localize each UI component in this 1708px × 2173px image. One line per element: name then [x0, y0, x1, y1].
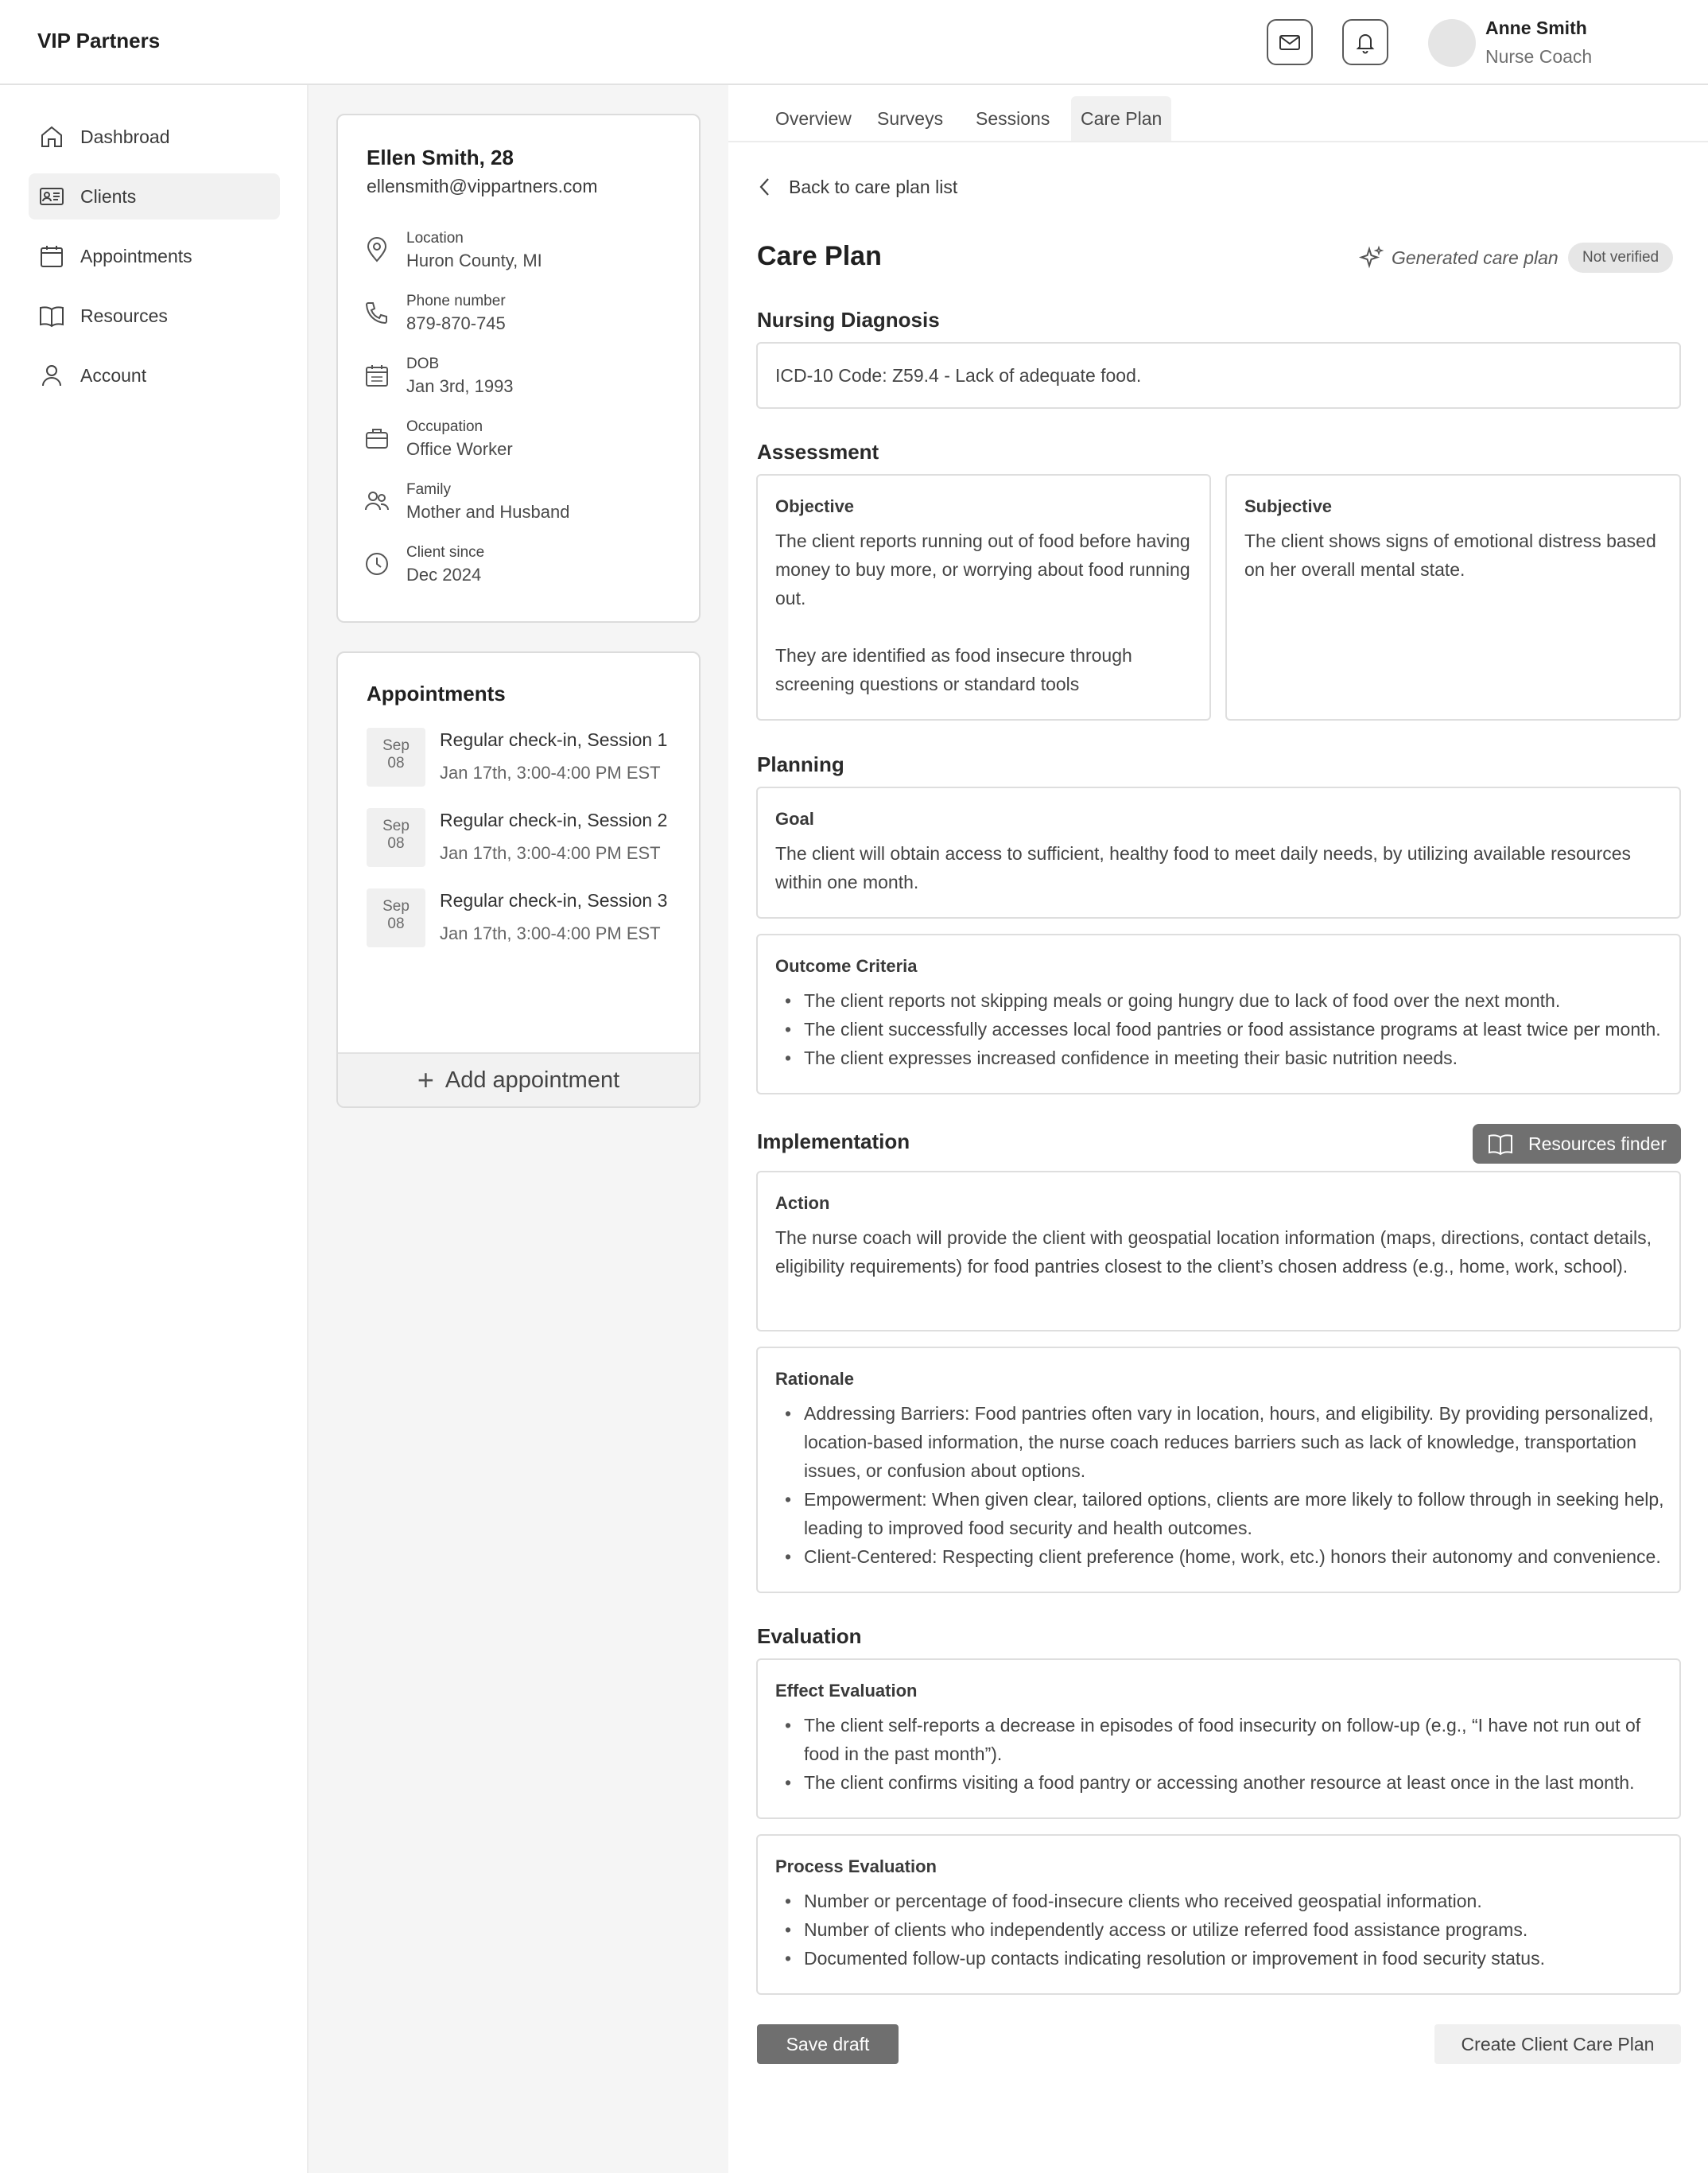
diagnosis-box	[756, 342, 1681, 409]
process-evaluation-box	[756, 1834, 1681, 1995]
date-month: Sep	[382, 898, 410, 915]
subjective-box	[1225, 474, 1681, 721]
info-value: Jan 3rd, 1993	[406, 376, 514, 396]
effect-evaluation-box	[756, 1658, 1681, 1819]
list-item: • The client self-reports a decrease in episodes of food insecurity on follow-up (e.g., “I have not run out of food in the past month”).	[775, 1711, 1674, 1768]
appointment-time: Jan 17th, 3:00-4:00 PM EST	[440, 843, 661, 863]
date-badge	[367, 888, 425, 947]
mail-icon	[1277, 29, 1302, 55]
objective-paragraph: They are identified as food insecure through screening questions or standard tools	[775, 645, 1132, 694]
book-icon	[1487, 1130, 1514, 1157]
back-label: Back to care plan list	[789, 176, 958, 197]
process-list	[775, 1887, 1674, 1973]
sidebar-item-label: Account	[80, 364, 147, 386]
list-item: • Documented follow-up contacts indicating resolution or improvement in food security status.	[775, 1944, 1674, 1973]
action-box	[756, 1171, 1681, 1331]
info-value: Huron County, MI	[406, 251, 542, 270]
sidebar-item-label: Resources	[80, 305, 168, 326]
plus-icon: +	[417, 1063, 434, 1096]
rationale-heading: Rationale	[775, 1369, 855, 1389]
date-month: Sep	[382, 818, 410, 834]
calendar-icon	[363, 362, 390, 389]
date-month: Sep	[382, 737, 410, 754]
chevron-left-icon	[755, 176, 774, 198]
appointment-item[interactable]	[367, 888, 701, 949]
status-badge: Not verified	[1568, 243, 1673, 273]
effect-heading: Effect Evaluation	[775, 1681, 918, 1701]
sidebar-item-resources[interactable]	[29, 293, 280, 339]
appointment-time: Jan 17th, 3:00-4:00 PM EST	[440, 763, 661, 783]
info-label: Occupation	[406, 418, 483, 435]
tab-care-plan[interactable]: Care Plan	[1071, 96, 1171, 141]
save-draft-button[interactable]: Save draft	[757, 2024, 899, 2064]
clock-icon	[363, 550, 390, 577]
calendar-icon	[38, 243, 65, 270]
tab-surveys[interactable]: Surveys	[877, 107, 944, 129]
main-content	[728, 85, 1708, 2173]
rationale-list	[775, 1399, 1674, 1571]
brand-logo[interactable]: VIP Partners	[37, 29, 161, 52]
objective-text	[775, 527, 1197, 698]
info-value: Office Worker	[406, 439, 513, 459]
sidebar-item-label: Clients	[80, 185, 137, 207]
info-value: Dec 2024	[406, 565, 482, 585]
briefcase-icon	[363, 425, 390, 452]
appointment-name: Regular check-in, Session 3	[440, 890, 668, 911]
resources-finder-label: Resources finder	[1528, 1133, 1667, 1154]
info-value: Mother and Husband	[406, 502, 570, 522]
mail-button[interactable]	[1267, 19, 1313, 65]
date-badge	[367, 808, 425, 867]
date-day: 08	[387, 755, 405, 772]
appointment-item[interactable]	[367, 728, 701, 788]
info-label: Family	[406, 481, 451, 498]
sidebar	[0, 85, 309, 2173]
notifications-button[interactable]	[1342, 19, 1388, 65]
list-item: • Number or percentage of food-insecure clients who received geospatial information.	[775, 1887, 1674, 1915]
tab-bar	[728, 85, 1708, 142]
list-item: • Number of clients who independently access or utilize referred food assistance programs.	[775, 1915, 1674, 1944]
info-label: Location	[406, 230, 464, 247]
appointment-name: Regular check-in, Session 1	[440, 729, 668, 750]
generated-indicator	[1358, 244, 1559, 271]
appointment-time: Jan 17th, 3:00-4:00 PM EST	[440, 923, 661, 943]
outcome-criteria-box	[756, 934, 1681, 1094]
home-icon	[38, 123, 65, 150]
avatar[interactable]	[1428, 19, 1476, 67]
sidebar-item-dashboard[interactable]	[29, 114, 280, 160]
info-value: 879-870-745	[406, 313, 506, 333]
create-care-plan-button[interactable]: Create Client Care Plan	[1434, 2024, 1681, 2064]
list-item: • The client confirms visiting a food pantry or accessing another resource at least once in the last month.	[775, 1768, 1674, 1797]
info-label: Client since	[406, 544, 485, 561]
outcome-heading: Outcome Criteria	[775, 956, 918, 976]
date-day: 08	[387, 915, 405, 932]
users-icon	[363, 488, 390, 515]
section-planning: Planning	[757, 752, 844, 776]
user-role: Nurse Coach	[1485, 46, 1593, 67]
appointment-item[interactable]	[367, 808, 701, 869]
rationale-box	[756, 1347, 1681, 1593]
section-implementation: Implementation	[757, 1129, 910, 1153]
date-day: 08	[387, 835, 405, 852]
resources-finder-button[interactable]	[1473, 1124, 1681, 1164]
list-item: • Addressing Barriers: Food pantries often vary in location, hours, and eligibility. By providing personalized, location-based information, the nurse coach reduces barriers such as lack of knowledge, transportation issues, or confusion about options.	[775, 1399, 1674, 1485]
sidebar-item-account[interactable]	[29, 352, 280, 398]
sidebar-item-appointments[interactable]	[29, 233, 280, 279]
list-item: • Client-Centered: Respecting client preference (home, work, etc.) honors their autonomy and convenience.	[775, 1542, 1674, 1571]
appointments-card	[336, 651, 701, 1108]
top-bar	[0, 0, 1708, 85]
sidebar-item-clients[interactable]	[29, 173, 280, 220]
process-heading: Process Evaluation	[775, 1856, 937, 1876]
client-panel	[309, 85, 728, 2173]
list-item: • The client successfully accesses local food pantries or food assistance programs at least twice per month.	[775, 1015, 1674, 1044]
goal-heading: Goal	[775, 809, 814, 829]
tab-overview[interactable]: Overview	[775, 107, 852, 129]
sidebar-item-label: Dashbroad	[80, 126, 170, 147]
sparkle-icon	[1358, 244, 1385, 271]
goal-text: The client will obtain access to sufficient, healthy food to meet daily needs, by utilizing available resources within one month.	[775, 843, 1632, 892]
list-item: • The client reports not skipping meals or going hungry due to lack of food over the next month.	[775, 986, 1674, 1015]
goal-box	[756, 787, 1681, 919]
phone-icon	[363, 299, 390, 326]
client-info-card	[336, 114, 701, 623]
section-nursing-diagnosis: Nursing Diagnosis	[757, 308, 940, 332]
add-appointment-label: Add appointment	[444, 1067, 620, 1093]
list-item: • The client expresses increased confidence in meeting their basic nutrition needs.	[775, 1044, 1674, 1072]
list-item: • Empowerment: When given clear, tailored options, clients are more likely to follow through in seeking help, leading to improved food security and health outcomes.	[775, 1485, 1674, 1542]
action-heading: Action	[775, 1193, 830, 1213]
add-appointment-button[interactable]	[338, 1052, 699, 1106]
action-text: The nurse coach will provide the client with geospatial location information (maps, directions, contact details, eligibility requirements) for food pantries closest to the client’s chosen address (e.g., home, work, school).	[775, 1227, 1652, 1277]
objective-paragraph: The client reports running out of food before having money to buy more, or worrying about food running out.	[775, 531, 1190, 608]
bell-icon	[1353, 29, 1378, 55]
location-pin-icon	[363, 236, 390, 263]
back-link[interactable]	[755, 176, 957, 198]
appointments-title: Appointments	[367, 682, 506, 706]
effect-list	[775, 1711, 1674, 1797]
objective-box	[756, 474, 1211, 721]
date-badge	[367, 728, 425, 787]
subjective-heading: Subjective	[1244, 496, 1333, 516]
section-assessment: Assessment	[757, 440, 879, 464]
diagnosis-text: ICD-10 Code: Z59.4 - Lack of adequate food.	[775, 365, 1142, 386]
info-label: Phone number	[406, 293, 506, 309]
book-icon	[38, 302, 65, 329]
client-name: Ellen Smith, 28	[367, 146, 514, 169]
tab-sessions[interactable]: Sessions	[976, 107, 1050, 129]
user-name: Anne Smith	[1485, 17, 1587, 38]
sidebar-item-label: Appointments	[80, 245, 192, 266]
subjective-text: The client shows signs of emotional distress based on her overall mental state.	[1244, 531, 1656, 580]
outcome-list	[775, 986, 1674, 1072]
objective-heading: Objective	[775, 496, 855, 516]
page-title: Care Plan	[757, 241, 882, 271]
client-email: ellensmith@vippartners.com	[367, 176, 598, 196]
appointment-name: Regular check-in, Session 2	[440, 810, 668, 830]
info-label: DOB	[406, 356, 440, 372]
id-card-icon	[38, 183, 65, 210]
user-icon	[38, 362, 65, 389]
generated-label: Generated care plan	[1392, 247, 1559, 268]
section-evaluation: Evaluation	[757, 1624, 862, 1648]
